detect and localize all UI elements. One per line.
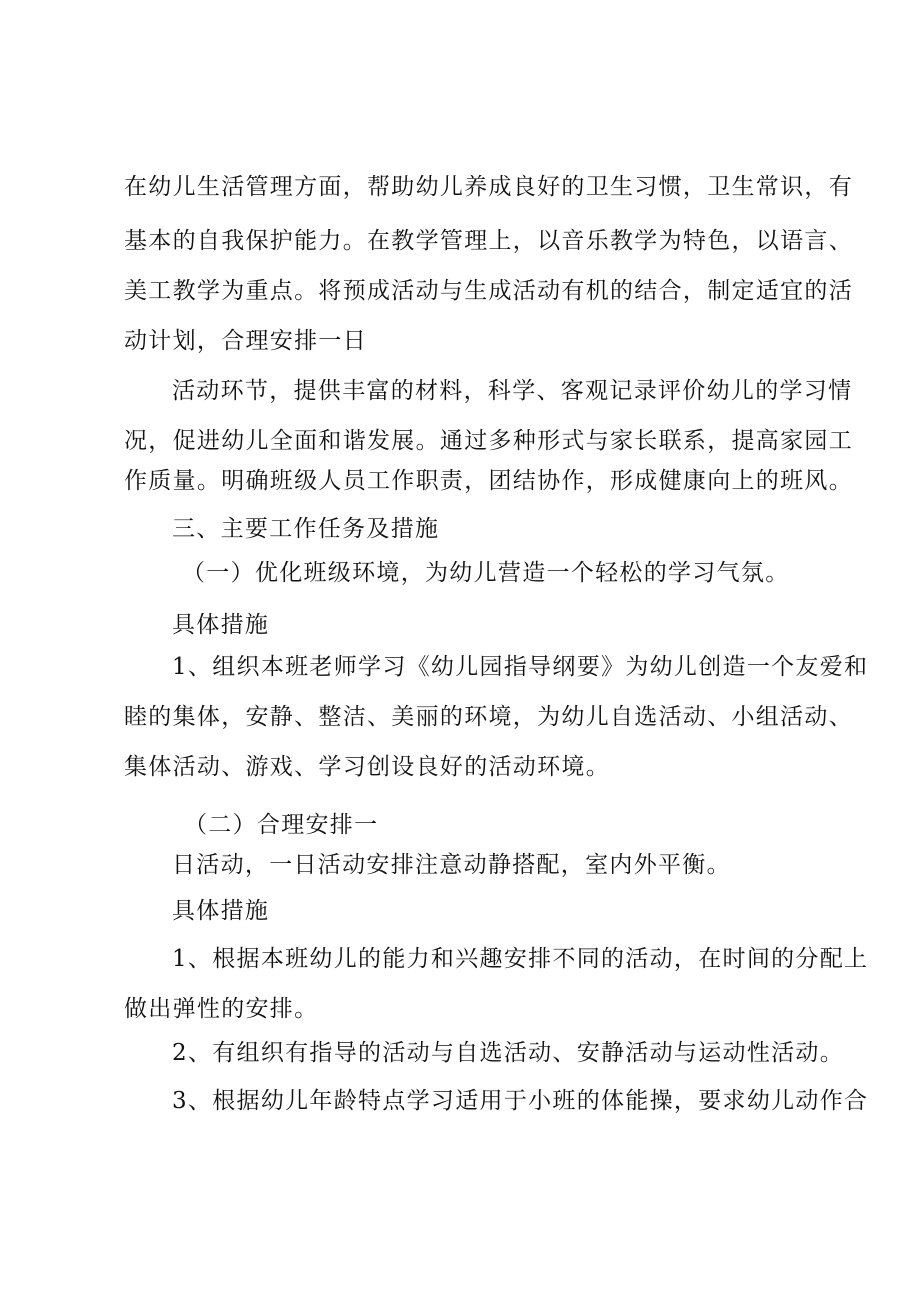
paragraph-line: 基本的自我保护能力。在教学管理上，以音乐教学为特色，以语言、: [124, 228, 853, 254]
paragraph-line: 况，促进幼儿全面和谐发展。通过多种形式与家长联系，提高家园工: [124, 428, 853, 454]
paragraph-line: 2、有组织有指导的活动与自选活动、安静活动与运动性活动。: [172, 1040, 845, 1066]
paragraph-line: 1、组织本班老师学习《幼儿园指导纲要》为幼儿创造一个友爱和: [172, 654, 869, 680]
paragraph-line: 日活动，一日活动安排注意动静搭配，室内外平衡。: [172, 852, 731, 878]
paragraph-line: 活动环节，提供丰富的材料，科学、客观记录评价幼儿的学习情: [172, 378, 853, 404]
paragraph-line: 3、根据幼儿年龄特点学习适用于小班的体能操，要求幼儿动作合: [172, 1088, 869, 1114]
paragraph-line: 睦的集体，安静、整洁、美丽的环境，为幼儿自选活动、小组活动、: [124, 704, 853, 730]
paragraph-line: 动计划，合理安排一日: [124, 328, 367, 354]
subsection-heading: （二）合理安排一: [184, 812, 379, 838]
measures-heading: 具体措施: [172, 612, 270, 638]
paragraph-line: 1、根据本班幼儿的能力和兴趣安排不同的活动，在时间的分配上: [172, 946, 869, 972]
paragraph-line: 美工教学为重点。将预成活动与生成活动有机的结合，制定适宜的活: [124, 278, 853, 304]
paragraph-line: 作质量。明确班级人员工作职责，团结协作，形成健康向上的班风。: [124, 468, 853, 494]
paragraph-line: 集体活动、游戏、学习创设良好的活动环境。: [124, 754, 610, 780]
paragraph-line: 做出弹性的安排。: [124, 996, 319, 1022]
subsection-heading: （一）优化班级环境，为幼儿营造一个轻松的学习气氛。: [182, 560, 790, 586]
measures-heading: 具体措施: [172, 898, 270, 924]
paragraph-line: 在幼儿生活管理方面，帮助幼儿养成良好的卫生习惯，卫生常识，有: [124, 174, 853, 200]
section-heading: 三、主要工作任务及措施: [172, 516, 440, 542]
